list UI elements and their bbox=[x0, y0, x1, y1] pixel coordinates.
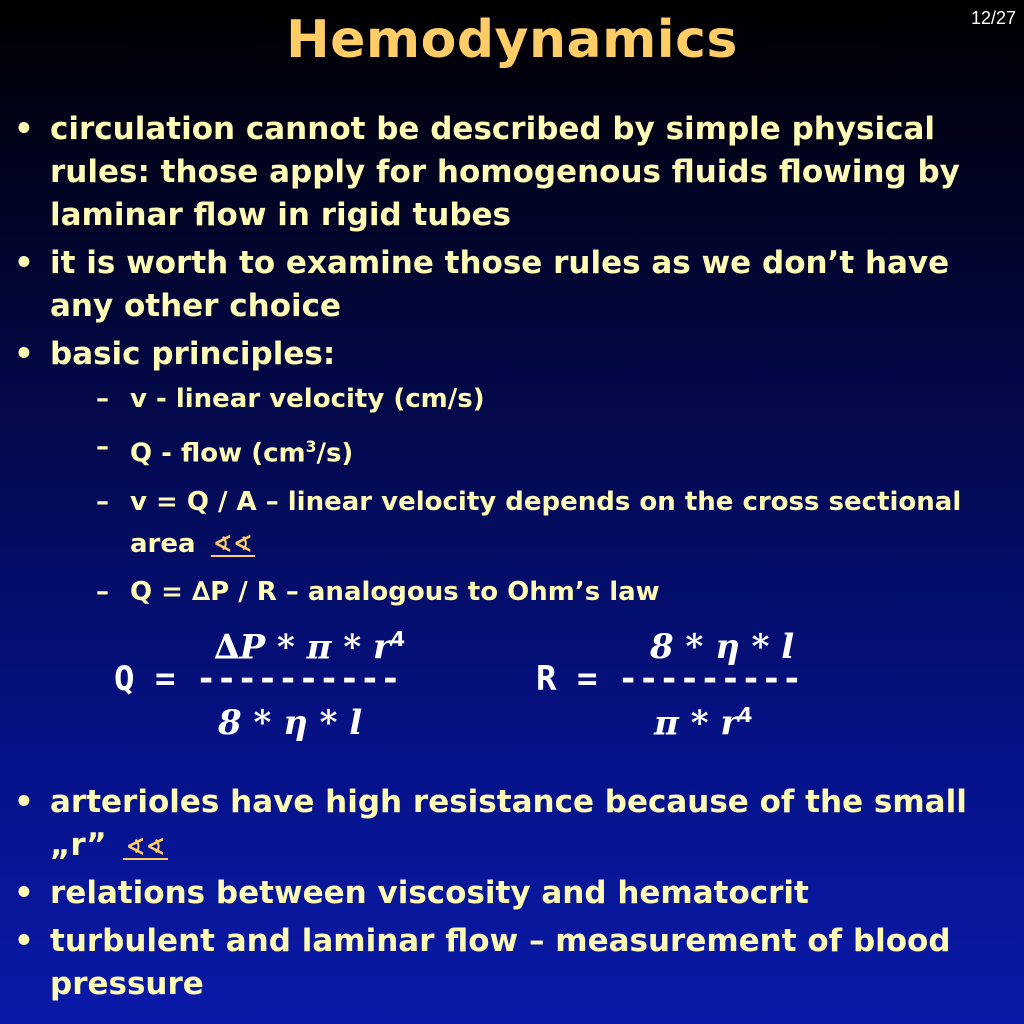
page-number: 12/27 bbox=[970, 8, 1016, 28]
formula-fraction-line: R = --------- bbox=[536, 658, 803, 699]
sub-bullet-text: Q - flow (cm bbox=[130, 438, 306, 469]
formula-denominator: 8 * η * l bbox=[218, 702, 363, 743]
bullet-item bbox=[14, 108, 1014, 237]
bullet-text: circulation cannot be described by simple physical rules: those apply for homogenous fluids flowing by laminar flow in rigid tubes bbox=[50, 111, 960, 233]
superscript: 3 bbox=[305, 438, 317, 456]
sub-bullet-item bbox=[50, 426, 1014, 475]
bullet-item bbox=[14, 920, 1014, 1006]
sub-bullet-item bbox=[50, 571, 1014, 613]
bullet-text: it is worth to examine those rules as we don’t have any other choice bbox=[50, 245, 950, 324]
formula-fraction-line: Q = ---------- bbox=[114, 658, 401, 699]
bullet-dot: • bbox=[14, 111, 34, 147]
sub-bullet-text: Q = ∆P / R – analogous to Ohm’s law bbox=[130, 576, 660, 607]
sub-bullet-item bbox=[50, 481, 1014, 565]
bullet-dot: • bbox=[14, 783, 34, 820]
sub-bullet-item bbox=[50, 378, 1014, 420]
bullet-item bbox=[14, 872, 1014, 915]
glasses-icon[interactable]: ∢∢ bbox=[212, 529, 253, 558]
sub-bullet-dash: – bbox=[96, 576, 109, 607]
sub-bullet-dash: – bbox=[96, 384, 109, 414]
bullet-dot: • bbox=[14, 874, 34, 911]
superscript: 4 bbox=[390, 626, 406, 651]
bullet-dot: • bbox=[14, 922, 34, 959]
formula-denominator: π * $r^4$ bbox=[654, 702, 753, 743]
sub-bullet-dash: – bbox=[96, 486, 109, 517]
bullet-list bbox=[14, 108, 1014, 1011]
bullet-text: relations between viscosity and hematocrit bbox=[50, 874, 809, 911]
glasses-icon[interactable]: ∢∢ bbox=[125, 832, 166, 861]
bullet-item bbox=[14, 242, 1014, 328]
bullet-text: basic principles: bbox=[50, 336, 336, 372]
formula-block bbox=[14, 619, 1014, 769]
bullet-item bbox=[14, 781, 1014, 867]
formula-numerator: ∆P * π * $r^4$ bbox=[214, 626, 406, 667]
sub-bullet-text-end: /s) bbox=[316, 438, 354, 469]
page-title: Hemodynamics bbox=[286, 10, 738, 70]
formula-numerator: 8 * η * l bbox=[650, 626, 795, 667]
bullet-dot: • bbox=[14, 336, 34, 372]
sub-bullet-text: v - linear velocity (cm/s) bbox=[130, 384, 485, 414]
sub-bullet-text: v = Q / A – linear velocity depends on the cross sectional area bbox=[130, 486, 962, 559]
bullet-dot: • bbox=[14, 245, 34, 281]
bullet-text: turbulent and laminar flow – measurement of blood pressure bbox=[50, 922, 951, 1002]
bullet-item bbox=[14, 333, 1014, 613]
bullet-text: arterioles have high resistance because of the small „r” bbox=[50, 783, 967, 863]
superscript: 4 bbox=[738, 702, 753, 727]
sub-bullet-dash: – bbox=[96, 432, 109, 462]
